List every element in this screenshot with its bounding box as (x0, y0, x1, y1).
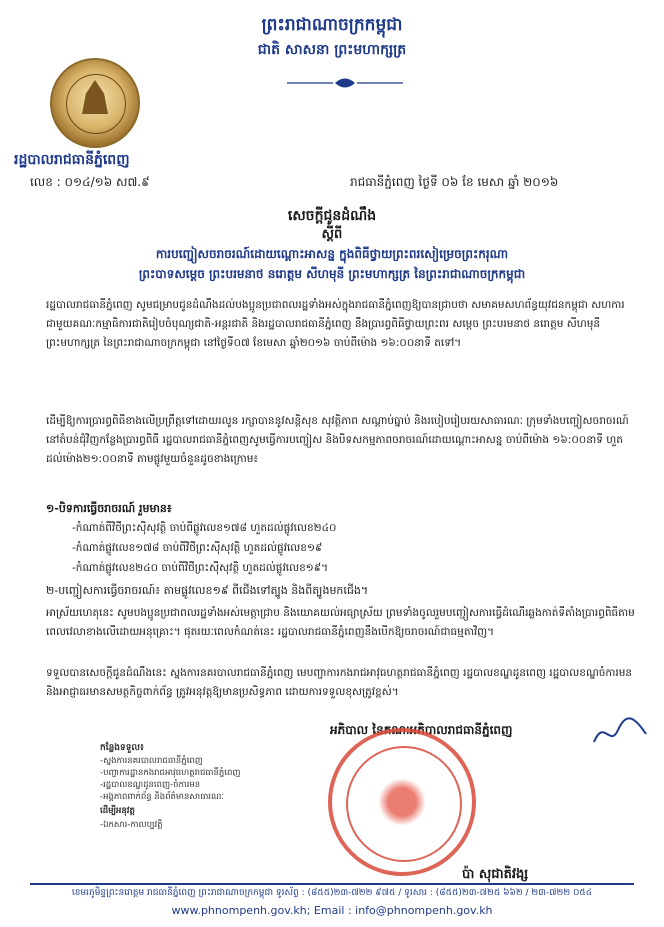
closure-item: -កំណាត់ពីវិថីព្រះស៊ីសុវត្ថិ ចាប់ពីផ្លូវលេខ១៧៨ ហួតដល់ផ្លូវលេខ២៤០ (72, 522, 337, 534)
footer-address: ខេមរភូមិន្ទព្រះនរោត្តម រាជធានីភ្នំពេញ ព្រះរាជាណាចក្រកម្ពុជា ទូរស័ព្ទ : (៨៥៥)២៣-៧២២ ៩៧៥ / ទូរសារ : (៨៥៥)២៣-៧២៥ ៦៦២ / ២៣-៧២២ ០៥៤ (71, 888, 593, 898)
national-motto: ជាតិ សាសនា ព្រះមហាក្សត្រ (257, 42, 407, 58)
cc-item: -ស្នងការនគរបាលរាជធានីភ្នំពេញ (100, 756, 203, 766)
closure-item: -កំណាត់ផ្លូវលេខ១៧៨ ចាប់ពីវិថីព្រះស៊ីសុវត្ថិ ហួតដល់ផ្លូវលេខ១៩ (72, 542, 323, 554)
paragraph-notice: អាស្រ័យហេតុនេះ សូមបងប្អូនប្រជាពលរដ្ឋទាំងអស់មេត្តាជ្រាប និងយោគយល់អធ្យាស្រ័យ ព្រមទាំងចូលរួមបញ្ជៀសការធ្វើដំណើរឆ្លងកាត់ទីតាំងប្រារព្ធពិធីតាមពេលវេលាខាងលើដោយអនុគ្រោះ។ ផុតរយៈពេលកំណត់នេះ រដ្ឋបាលរាជធានីភ្នំពេញនឹងបើកឱ្យចរាចរណ៍ជាធម្មតាវិញ។ (46, 607, 635, 638)
document-subject-label: ស្តីពី (321, 227, 343, 242)
section-road-closure: ១-បិទការធ្វើចរាចរណ៍ រួមមាន៖ (46, 502, 172, 515)
section-detour: ២-បញ្ជៀសការធ្វើចរាចរណ៍៖ តាមផ្លូវលេខ១៩ ពីជើងទៅត្បូង និងពីត្បូងមកជើង។ (46, 584, 369, 597)
paragraph-enforcement: ទទួលបានសេចក្តីជូនដំណឹងនេះ ស្នងការនគរបាលរាជធានីភ្នំពេញ មេបញ្ជាការកងរាជអាវុធហត្ថរាជធានីភ្នំពេញ រដ្ឋបាលខណ្ឌដូនពេញ រដ្ឋបាលខណ្ឌចំការមន និងអាជ្ញាធរមានសមត្ថកិច្ចពាក់ព័ន្ធ ត្រូវអនុវត្តឱ្យមានប្រសិទ្ធភាព ដោយការទទួលខុសត្រូវខ្ពស់។ (46, 667, 633, 698)
signatory-name: ប៉ា សុជាតិវង្ស (462, 867, 529, 882)
cc-item: -បញ្ជាការដ្ឋានកងរាជអាវុធហត្ថរាជធានីភ្នំពេញ (100, 768, 241, 778)
closure-item: -កំណាត់ផ្លូវលេខ២៤០ ចាប់ពីវិថីព្រះស៊ីសុវត្ថិ ហួតដល់ផ្លូវលេខ១៩។ (72, 562, 329, 574)
reference-number: លេខ : ០១៤/១៦ ស៧.៩ (30, 175, 150, 189)
document-title: សេចក្តីជូនដំណឹង (287, 208, 377, 224)
document-subject-line2: ព្រះបាទសម្តេច ព្រះបរមនាថ នរោត្តម សីហមុនី ព្រះមហាក្សត្រ នៃព្រះរាជាណាចក្រកម្ពុជា (138, 267, 526, 281)
ornament-divider (285, 76, 405, 90)
kingdom-heading: ព្រះរាជាណាចក្រកម្ពុជា (261, 15, 403, 35)
signatory-title: អភិបាល នៃគណៈអភិបាលរាជធានីភ្នំពេញ (330, 723, 513, 737)
cc-heading: កន្លែងទទួល៖ (100, 743, 144, 753)
cc-item: ដើម្បីអនុវត្ត (100, 806, 135, 816)
cc-item: -អង្គភាពពាក់ព័ន្ធ និងព័ត៌មានសាធារណៈ (100, 792, 224, 802)
cc-item: -រដ្ឋបាលខណ្ឌដូនពេញ-ចំការមន (100, 780, 201, 790)
cc-item: -ឯកសារ-កាលប្បវត្តិ (100, 820, 163, 830)
paragraph-intro: រដ្ឋបាលរាជធានីភ្នំពេញ សូមជម្រាបជូនដំណឹងដល់បងប្អូនប្រជាពលរដ្ឋទាំងអស់ក្នុងរាជធានីភ្នំពេញឱ្យបានជ្រាបថា សមាគមសហព័ន្ធយុវជនកម្ពុជា សហការជាមួយគណៈកម្មាធិការជាតិរៀបចំបុណ្យជាតិ-អន្តរជាតិ និងរដ្ឋបាលរាជធានីភ្នំពេញ នឹងប្រារព្ធពិធីថ្វាយព្រះពរ សម្តេច ព្រះបរមនាថ នរោត្តម សីហមុនី ព្រះមហាក្សត្រ នៃព្រះរាជាណាចក្រកម្ពុជា នៅថ្ងៃទី០៧ ខែមេសា ឆ្នាំ២០១៦ ចាប់ពីម៉ោង ១៦:០០នាទី តទៅ។ (46, 299, 625, 349)
footer-divider (30, 883, 634, 885)
document-subject-line1: ការបញ្ជៀសចរាចរណ៍ដោយណ្ដោះអាសន្ន ក្នុងពិធីថ្វាយព្រះពរសៀម្រេចព្រះករុណា (155, 247, 509, 261)
municipality-emblem-icon (50, 58, 140, 148)
document-date: រាជធានីភ្នំពេញ ថ្ងៃទី ០៦ ខែ មេសា ឆ្នាំ ២០១៦ (350, 175, 559, 189)
paragraph-purpose: ដើម្បីឱ្យការប្រារព្ធពិធីខាងលើប្រព្រឹត្តទៅដោយរលូន រក្សាបាននូវសន្តិសុខ សុវត្ថិភាព សណ្តាប់ធ្នាប់ និងរបៀបរៀបរយសាធារណៈ ក្រុមទាំងបញ្ជៀសចរាចរណ៍ នៅតំបន់ជុំវិញកន្លែងប្រារព្ធពិធី រដ្ឋបាលរាជធានីភ្នំពេញសូមធ្វើការបញ្ជៀស និងបិទសកម្មភាពចរាចរណ៍ដោយណ្ដោះអាសន្ន ចាប់ពីម៉ោង ១៦:០០នាទី ហួតដល់ម៉ោង២១:០០នាទី តាមផ្លូវមួយចំនួនដូចខាងក្រោម៖ (46, 415, 629, 465)
footer-contact-link[interactable]: www.phnompenh.gov.kh; Email : info@phnompenh.gov.kh (171, 904, 493, 917)
official-seal-icon (328, 728, 476, 876)
municipality-name: រដ្ឋបាលរាជធានីភ្នំពេញ (14, 152, 130, 168)
handwritten-signature (590, 712, 650, 752)
